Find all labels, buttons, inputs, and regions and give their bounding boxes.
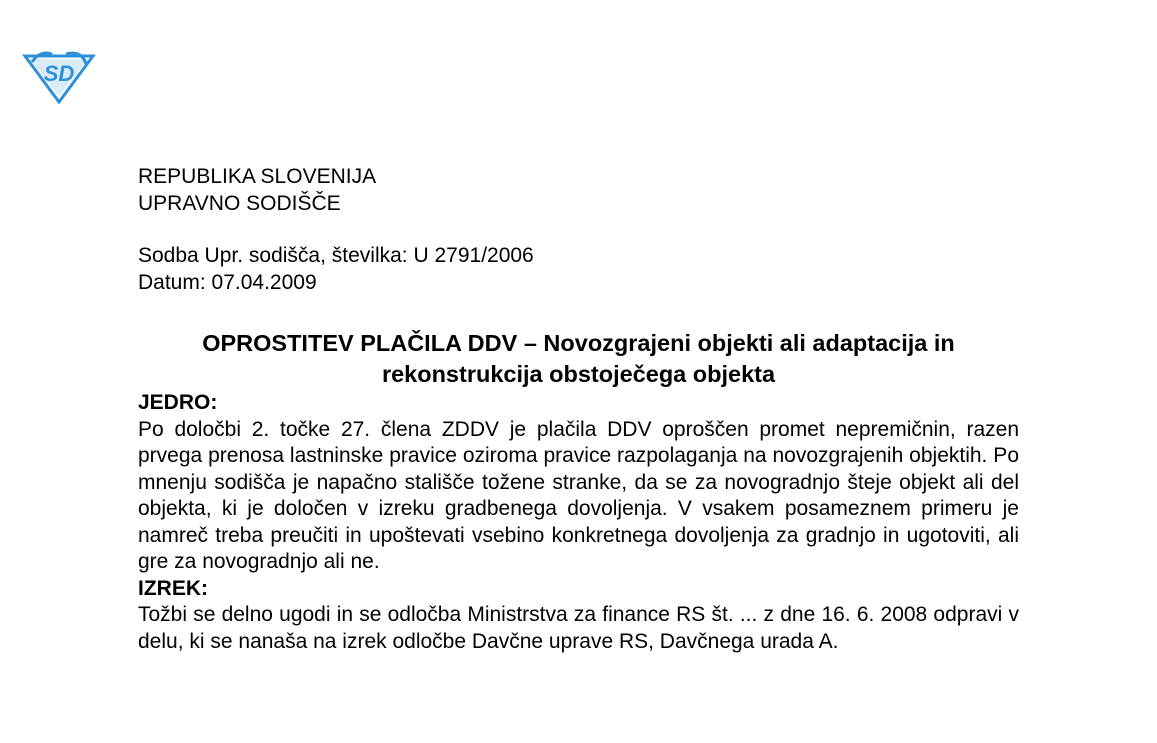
court-name-line: UPRAVNO SODIŠČE: [138, 191, 341, 215]
section-heading-jedro: JEDRO:: [138, 391, 218, 414]
court-header: [138, 164, 1019, 217]
case-meta: [138, 243, 1019, 296]
section-body-jedro: Po določbi 2. točke 27. člena ZDDV je plačila DDV oproščen promet nepremičnin, razen prvega prenosa lastninske pravice oziroma pravice razpolaganja na novozgrajenih objektih. Po mnenju sodišča je napačno stališče tožene stranke, da se za novogradnjo šteje objekt ali del objekta, ki je določen v izreku gradbenega dovoljenja. V vsakem posameznem primeru je namreč treba preučiti in upoštevati vsebino konkretnega dovoljenja za gradnjo in ugotoviti, ali gre za novogradnjo ali ne.: [138, 417, 1019, 573]
sd-logo-text: SD: [43, 61, 75, 86]
section-body-izrek: Tožbi se delno ugodi in se odločba Ministrstva za finance RS št. ... z dne 16. 6. 2008 odpravi v delu, ki se nanaša na izrek odločbe Davčne uprave RS, Davčnega urada A.: [138, 603, 1019, 653]
country-line: REPUBLIKA SLOVENIJA: [138, 165, 377, 188]
document-title: OPROSTITEV PLAČILA DDV – Novozgrajeni objekti ali adaptacija in rekonstrukcija obstoječega objekta: [202, 330, 955, 387]
sd-shield-logo-icon: [22, 48, 96, 104]
sd-logo: [22, 48, 96, 104]
date-line: Datum: 07.04.2009: [138, 270, 317, 294]
document-body: [138, 164, 1019, 655]
case-number-line: Sodba Upr. sodišča, številka: U 2791/2006: [138, 244, 534, 267]
section-heading-izrek: IZREK:: [138, 576, 208, 600]
